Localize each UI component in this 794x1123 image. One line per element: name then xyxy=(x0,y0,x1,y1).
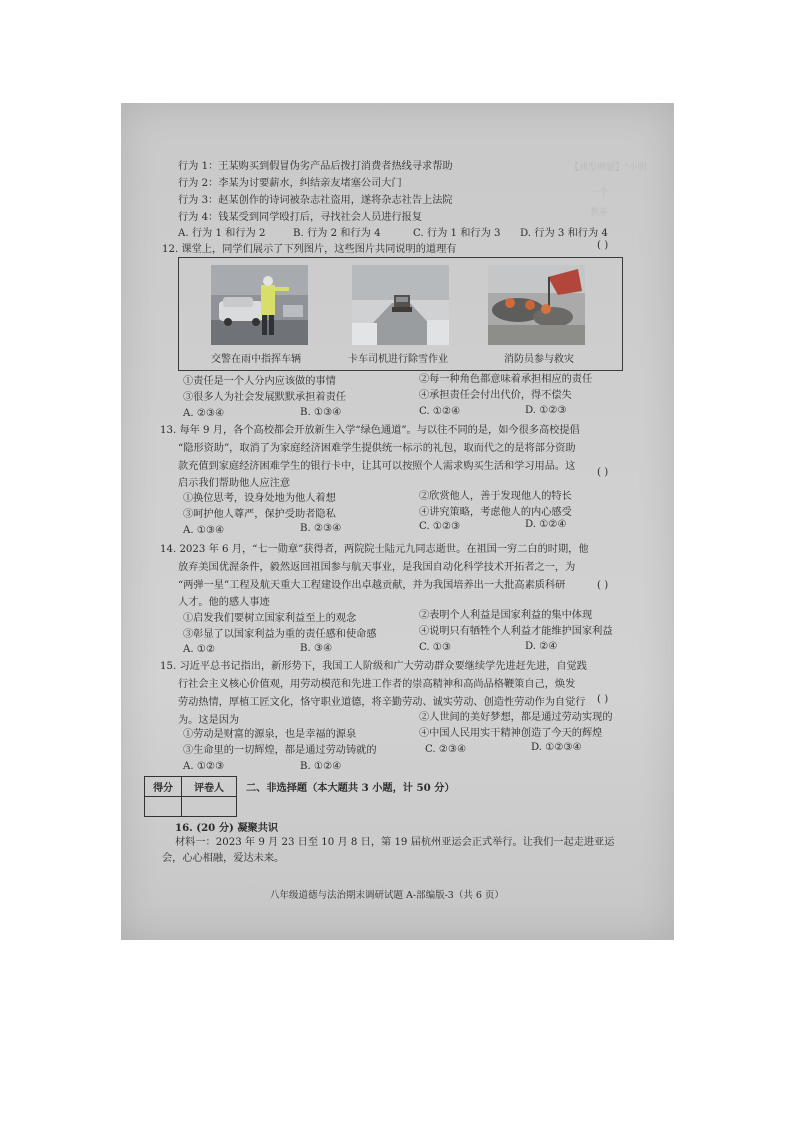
q13-stem-line-4: 启示我们帮助他人应注意 xyxy=(178,478,291,489)
q14-option-c[interactable]: C. ①③ xyxy=(419,642,452,653)
q14-option-b[interactable]: B. ③④ xyxy=(300,643,333,654)
q13-stem-line-3: 款充值到家庭经济困难学生的银行卡中，让其可以按照个人需求购买生活和学习用品。这 xyxy=(178,461,576,472)
q15-statement-2: ②人世间的美好梦想，都是通过劳动实现的 xyxy=(419,712,613,723)
q16-title: 16. (20 分) 凝聚共识 xyxy=(175,822,279,834)
q14-stem-line-4: 人才。他的感人事迹 xyxy=(178,597,270,608)
behavior-1: 行为 1：王某购买到假冒伪劣产品后拨打消费者热线寻求帮助 xyxy=(178,161,453,172)
q12-option-d[interactable]: D. ①②③ xyxy=(525,405,567,416)
q15-option-a[interactable]: A. ①②③ xyxy=(183,761,225,772)
q11-option-b[interactable]: B. 行为 2 和行为 4 xyxy=(293,228,381,239)
behavior-4: 行为 4：钱某受到同学殴打后，寻找社会人员进行报复 xyxy=(178,212,423,223)
q13-statement-3: ③呵护他人尊严，保护受助者隐私 xyxy=(183,509,336,520)
caption-firefighter: 消防员参与救灾 xyxy=(504,354,574,365)
q15-stem-line-1: 15. 习近平总书记指出，新形势下，我国工人阶级和广大劳动群众要继续学先进赶先进，自觉践 xyxy=(160,661,587,672)
q15-option-b[interactable]: B. ①②④ xyxy=(300,761,342,772)
score-table xyxy=(144,776,237,817)
q14-statement-4: ④说明只有牺牲个人利益才能维护国家利益 xyxy=(419,626,613,637)
q14-option-a[interactable]: A. ①② xyxy=(183,644,216,655)
q13-answer-paren[interactable]: ( ) xyxy=(597,467,609,478)
caption-traffic-police: 交警在雨中指挥车辆 xyxy=(211,354,301,365)
q13-statement-2: ②欣赏他人，善于发现他人的特长 xyxy=(419,491,572,502)
q14-statement-1: ①启发我们要树立国家利益至上的观念 xyxy=(183,613,357,624)
q14-answer-paren[interactable]: ( ) xyxy=(597,580,609,591)
grader-cell[interactable] xyxy=(182,797,237,817)
q14-stem-line-3: “两弹一星”工程及航天重大工程建设作出卓越贡献，并为我国培养出一大批高素质科研 xyxy=(178,580,566,591)
section-2-title: 二、非选择题（本大题共 3 小题，计 50 分） xyxy=(246,782,455,794)
score-cell[interactable] xyxy=(145,797,182,817)
bleed-through-text: 【典型例题】“小明 xyxy=(570,163,647,173)
q12-stem: 12. 课堂上，同学们展示了下列图片，这些图片共同说明的道理有 xyxy=(162,244,457,255)
bleed-through-text: 一个 xyxy=(590,188,609,198)
caption-snow-truck: 卡车司机进行除雪作业 xyxy=(348,354,448,365)
q14-stem-line-2: 放弃美国优渥条件，毅然返回祖国参与航天事业，是我国自动化科学技术开拓者之一，为 xyxy=(178,562,576,573)
firefighter-rescue-photo xyxy=(488,265,585,345)
q15-stem-line-2: 行社会主义核心价值观，用劳动模范和先进工作者的崇高精神和高尚品格鞭策自己，焕发 xyxy=(178,679,576,690)
traffic-police-photo xyxy=(211,265,308,345)
q15-statement-1: ①劳动是财富的源泉，也是幸福的源泉 xyxy=(183,729,357,740)
q12-answer-paren[interactable]: ( ) xyxy=(597,240,609,251)
q13-statement-4: ④讲究策略，考虑他人的内心感受 xyxy=(419,507,572,518)
q12-option-b[interactable]: B. ①③④ xyxy=(300,407,342,418)
bleed-through-text: 教养 xyxy=(590,208,609,218)
q15-option-c[interactable]: C. ②③④ xyxy=(425,744,467,755)
page-footer: 八年级道德与法治期末调研试题 A-部编版-3（共 6 页） xyxy=(270,890,504,901)
behavior-3: 行为 3：赵某创作的诗词被杂志社盗用，遂将杂志社告上法院 xyxy=(178,195,453,206)
q14-statement-3: ③彰显了以国家利益为重的责任感和使命感 xyxy=(183,629,377,640)
q12-statement-4: ④承担责任会付出代价，得不偿失 xyxy=(419,390,572,401)
q13-stem-line-2: “隐形资助”，取消了为家庭经济困难学生提供统一标示的礼包，取而代之的是将部分资助 xyxy=(178,443,576,454)
q13-statement-1: ①换位思考，设身处地为他人着想 xyxy=(183,493,336,504)
q11-option-d[interactable]: D. 行为 3 和行为 4 xyxy=(520,228,608,239)
q13-option-b[interactable]: B. ②③④ xyxy=(300,523,342,534)
q14-statement-2: ②表明个人利益是国家利益的集中体现 xyxy=(419,610,593,621)
q15-option-d[interactable]: D. ①②③④ xyxy=(531,742,582,753)
q13-stem-line-1: 13. 每年 9 月，各个高校都会开放新生入学“绿色通道”。与以往不同的是，如今很多高校提倡 xyxy=(160,425,580,436)
behavior-2: 行为 2：李某为讨要薪水，纠结亲友堵塞公司大门 xyxy=(178,178,402,189)
q12-statement-1: ①责任是一个人分内应该做的事情 xyxy=(183,376,336,387)
q12-option-c[interactable]: C. ①②④ xyxy=(419,406,461,417)
q15-stem-line-3: 劳动热情，厚植工匠文化，恪守职业道德，将辛勤劳动、诚实劳动、创造性劳动作为自觉行 xyxy=(178,697,586,708)
q16-material-line-2: 会，心心相融，爱达未来。 xyxy=(162,853,285,864)
q15-answer-paren[interactable]: ( ) xyxy=(597,694,609,705)
grader-header: 评卷人 xyxy=(182,777,237,797)
score-header: 得分 xyxy=(145,777,182,797)
q13-option-a[interactable]: A. ①③④ xyxy=(183,525,225,536)
q13-option-d[interactable]: D. ①②④ xyxy=(525,519,567,530)
q13-option-c[interactable]: C. ①②③ xyxy=(419,521,461,532)
q12-statement-2: ②每一种角色都意味着承担相应的责任 xyxy=(419,374,593,385)
q12-option-a[interactable]: A. ②③④ xyxy=(183,408,225,419)
snow-truck-photo xyxy=(352,265,449,345)
q15-stem-line-4: 为。这是因为 xyxy=(178,715,240,726)
q16-material-line-1: 材料一：2023 年 9 月 23 日至 10 月 8 日，第 19 届杭州亚运会正式举行。让我们一起走进亚运 xyxy=(175,837,615,848)
q12-statement-3: ③很多人为社会发展默默承担着责任 xyxy=(183,392,346,403)
q11-option-a[interactable]: A. 行为 1 和行为 2 xyxy=(178,228,266,239)
q15-statement-4: ④中国人民用实干精神创造了今天的辉煌 xyxy=(419,728,603,739)
q15-statement-3: ③生命里的一切辉煌，都是通过劳动铸就的 xyxy=(183,745,377,756)
q14-option-d[interactable]: D. ②④ xyxy=(525,641,558,652)
q11-option-c[interactable]: C. 行为 1 和行为 3 xyxy=(413,228,501,239)
q14-stem-line-1: 14. 2023 年 6 月，“七一勋章”获得者，两院院士陆元九同志逝世。在祖国一穷二白的时期，他 xyxy=(160,544,589,555)
